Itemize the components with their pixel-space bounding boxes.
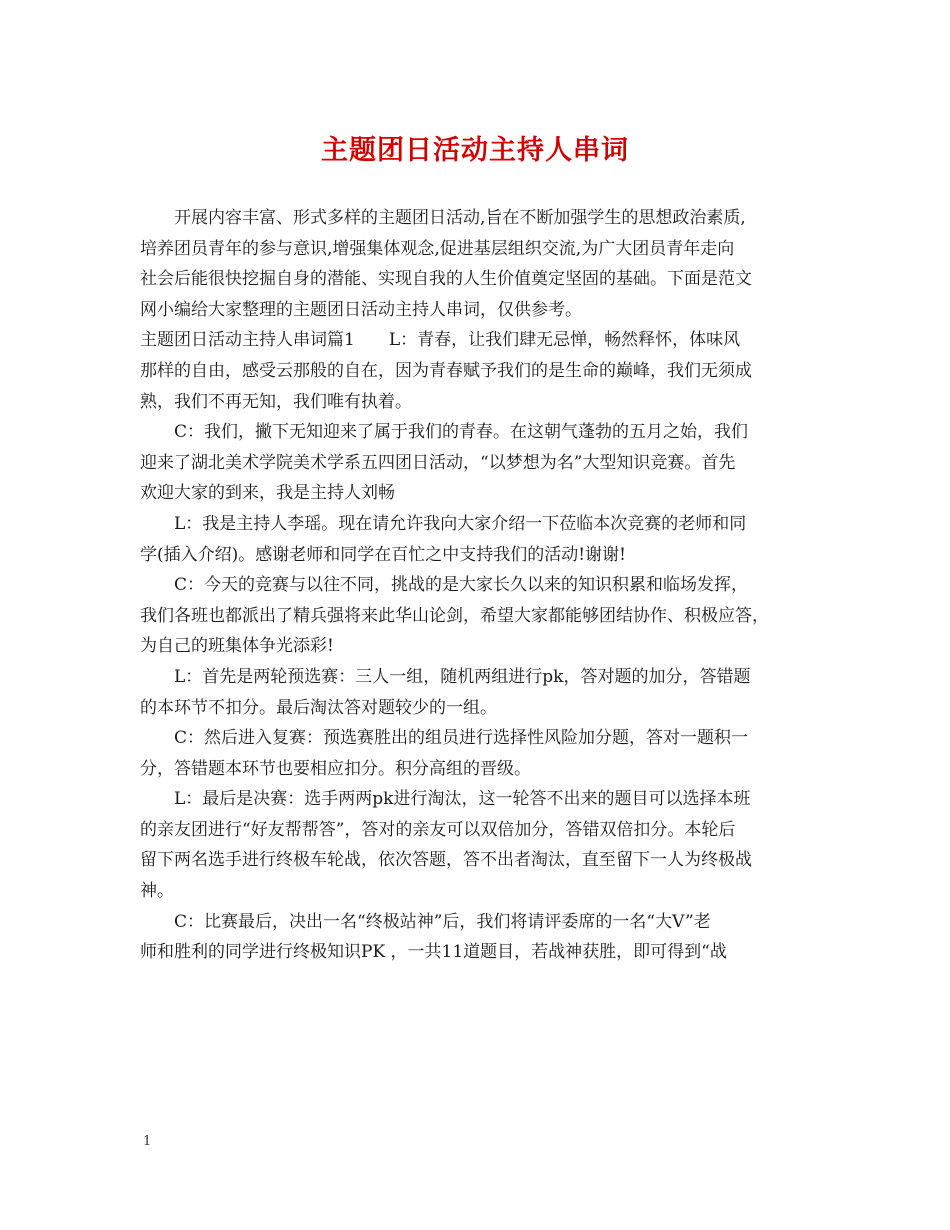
document-title: 主题团日活动主持人串词 — [321, 135, 629, 166]
document-line: 分，答错题本环节也要相应扣分。积分高组的晋级。 — [140, 758, 531, 779]
document-line: C：然后进入复赛：预选赛胜出的组员进行选择性风险加分题，答对一题积一 — [174, 728, 749, 749]
document-line: 熟，我们不再无知，我们唯有执着。 — [140, 391, 412, 412]
document-line: 的本环节不扣分。最后淘汰答对题较少的一组。 — [140, 697, 497, 718]
document-line: 师和胜利的同学进行终极知识PK ，一共11道题目，若战神获胜，即可得到“战 — [140, 942, 727, 963]
document-body — [140, 203, 812, 968]
document-line: 网小编给大家整理的主题团日活动主持人串词，仅供参考。 — [140, 299, 582, 320]
document-line: 神。 — [140, 881, 174, 902]
document-line: 主题团日活动主持人串词篇1 L：青春，让我们肆无忌惮，畅然释怀，体味风 — [140, 330, 741, 351]
document-line: 社会后能很快挖掘自身的潜能、实现自我的人生价值奠定坚固的基础。下面是范文 — [140, 269, 752, 290]
document-line: 欢迎大家的到来，我是主持人刘畅 — [140, 483, 395, 504]
document-line: L：最后是决赛：选手两两pk进行淘汰，这一轮答不出来的题目可以选择本班 — [174, 789, 751, 810]
document-line: 培养团员青年的参与意识,增强集体观念,促进基层组织交流,为广大团员青年走向 — [140, 238, 735, 259]
document-line: C：比赛最后，决出一名“终极站神”后，我们将请评委席的一名“大V”老 — [174, 911, 711, 932]
document-line: 开展内容丰富、形式多样的主题团日活动,旨在不断加强学生的思想政治素质, — [174, 208, 746, 228]
document-line: 留下两名选手进行终极车轮战，依次答题，答不出者淘汰，直至留下一人为终极战 — [140, 850, 752, 871]
document-line: C：我们，撇下无知迎来了属于我们的青春。在这朝气蓬勃的五月之始，我们 — [174, 422, 749, 443]
page-number: 1 — [143, 1134, 152, 1149]
document-line: 我们各班也都派出了精兵强将来此华山论剑，希望大家都能够团结协作、积极应答， — [140, 605, 769, 626]
document-line: 的亲友团进行“好友帮帮答”，答对的亲友可以双倍加分，答错双倍扣分。本轮后 — [140, 819, 736, 840]
document-line: 学(插入介绍)。感谢老师和同学在百忙之中支持我们的活动!谢谢! — [140, 544, 626, 565]
document-line: C：今天的竞赛与以往不同，挑战的是大家长久以来的知识积累和临场发挥， — [174, 575, 749, 596]
document-line: L：首先是两轮预选赛：三人一组，随机两组进行pk，答对题的加分，答错题 — [174, 666, 751, 687]
document-line: 为自己的班集体争光添彩! — [140, 636, 334, 657]
document-line: L：我是主持人李瑶。现在请允许我向大家介绍一下莅临本次竞赛的老师和同 — [174, 513, 747, 534]
document-line: 那样的自由，感受云那般的自在，因为青春赋予我们的是生命的巅峰，我们无须成 — [140, 360, 752, 381]
document-line: 迎来了湖北美术学院美术学系五四团日活动，“以梦想为名”大型知识竞赛。首先 — [140, 452, 736, 473]
